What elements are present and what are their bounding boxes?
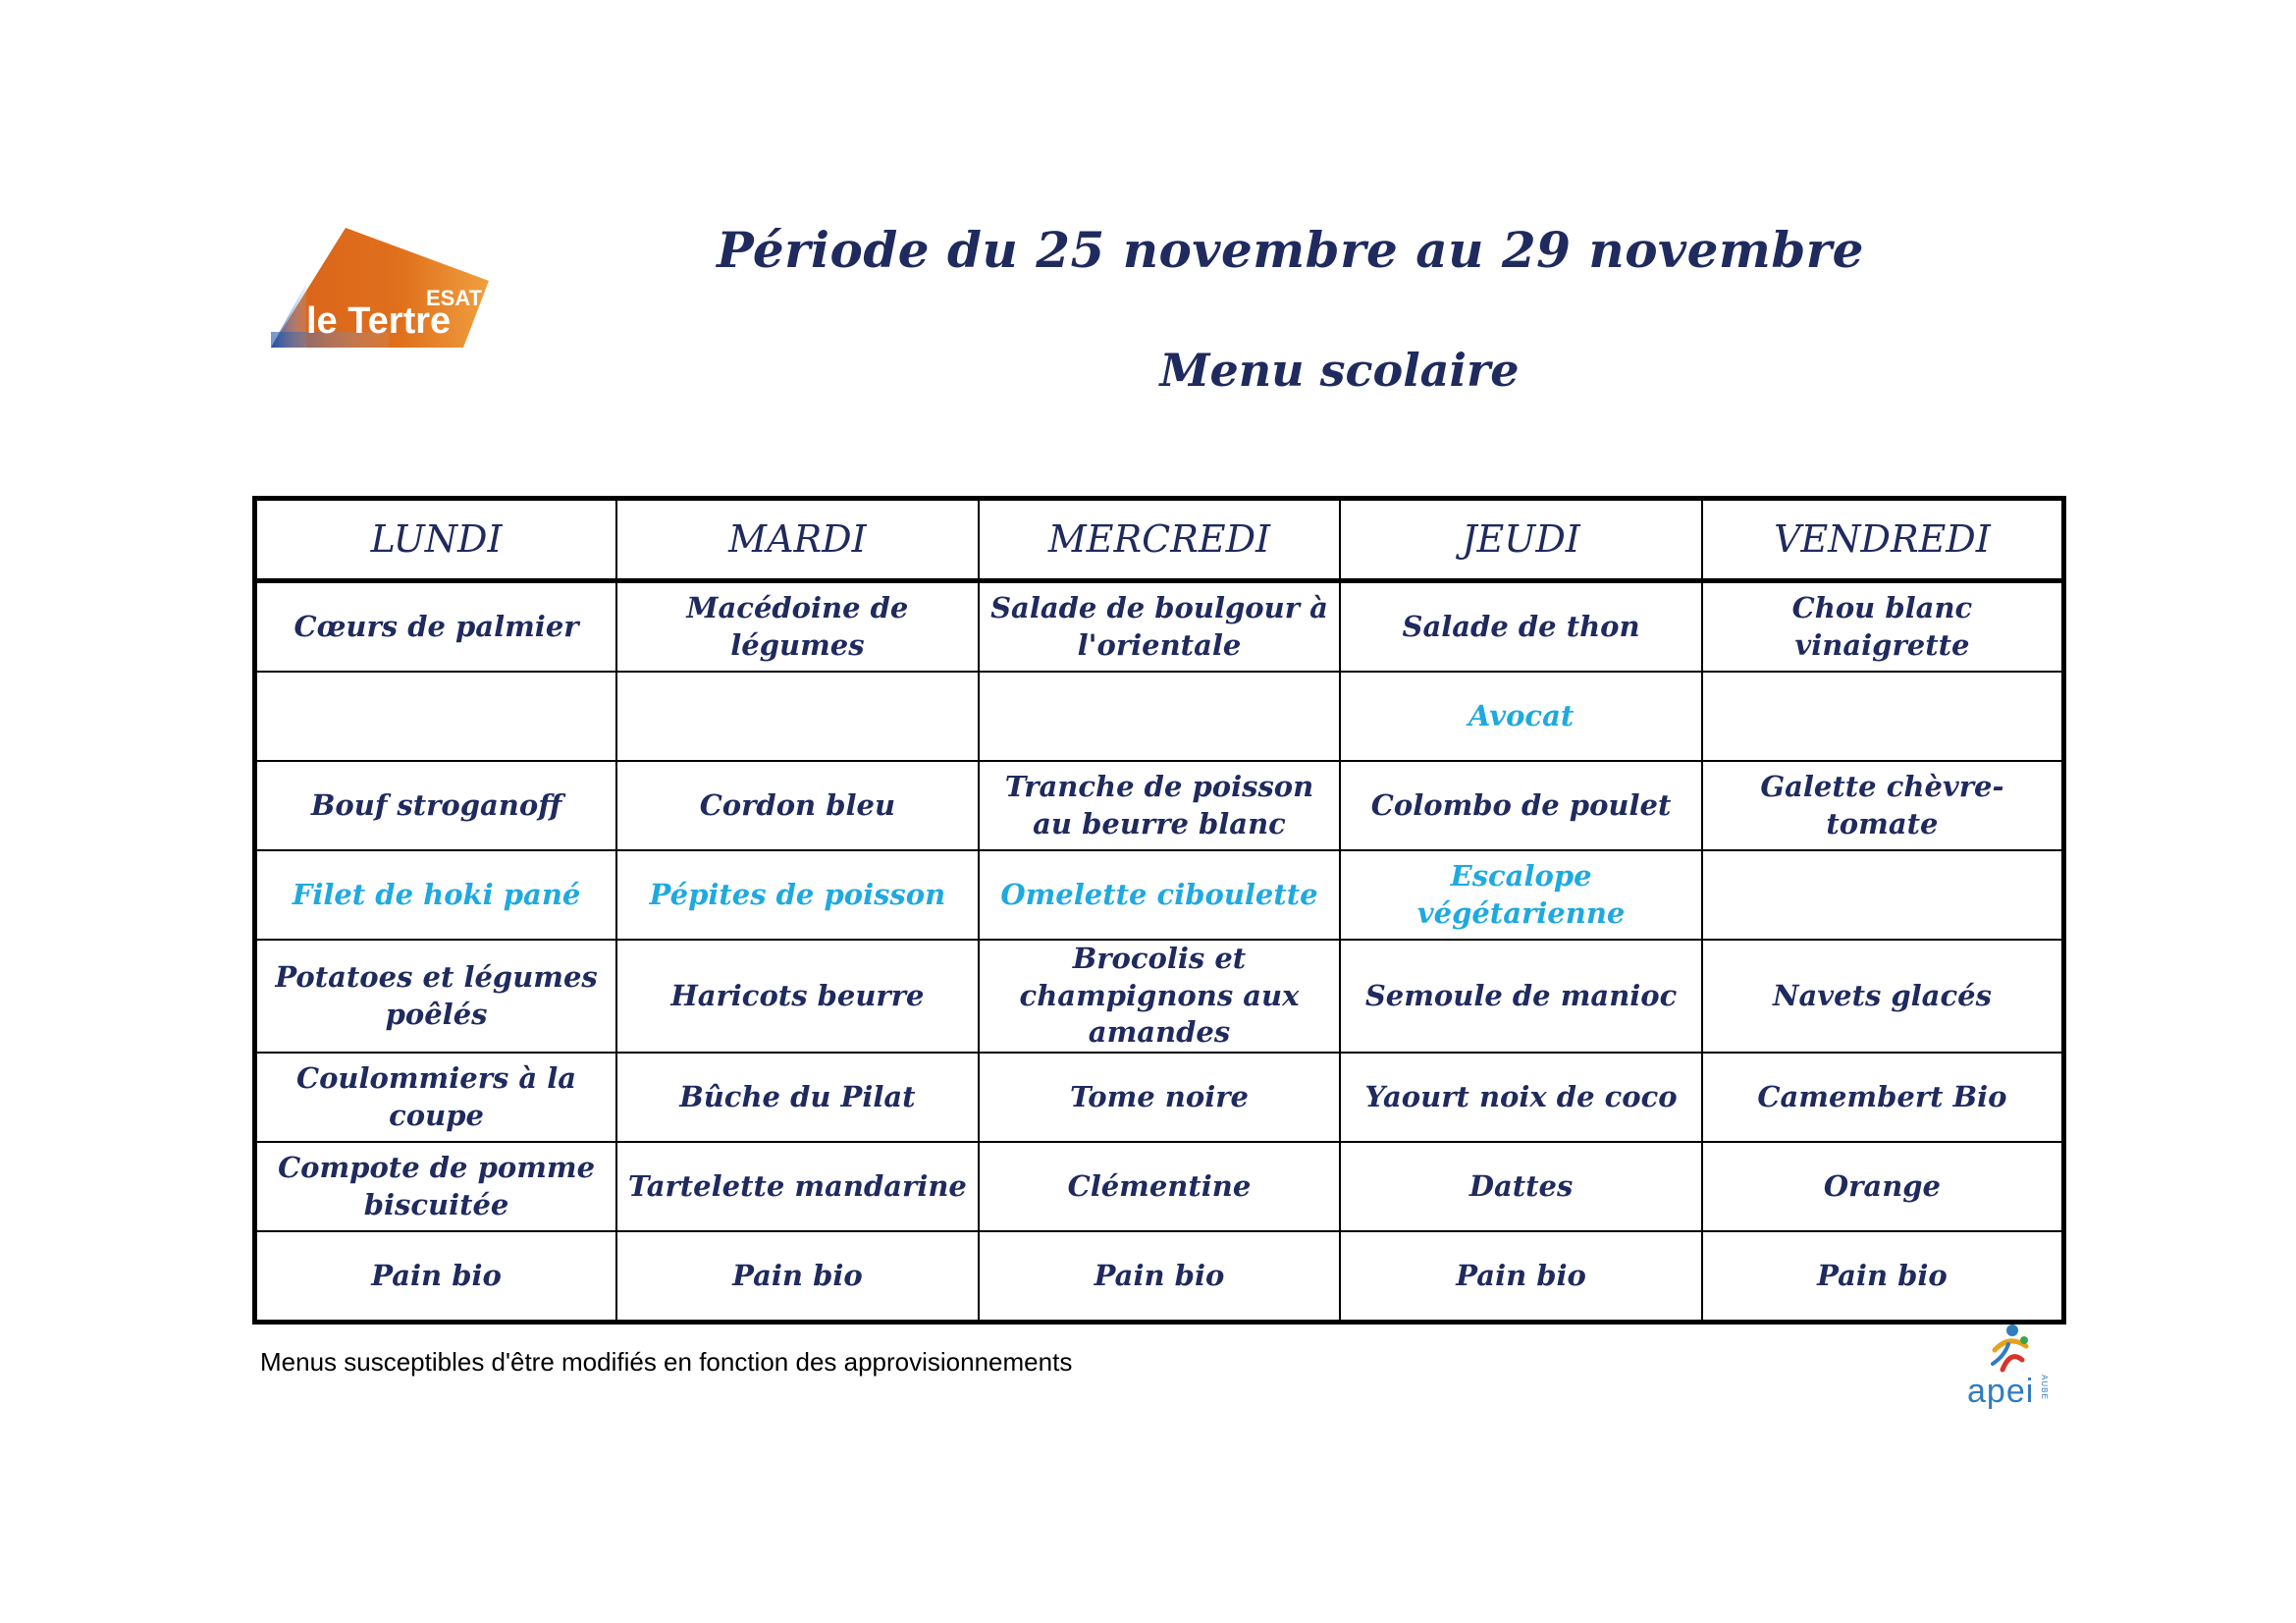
header-lundi: LUNDI	[255, 499, 617, 581]
menu-cell: Pain bio	[255, 1231, 617, 1323]
table-row	[255, 1053, 2064, 1142]
menu-cell: Filet de hoki pané	[255, 850, 617, 940]
menu-cell: Chou blanc vinaigrette	[1702, 581, 2064, 673]
menu-cell	[1702, 850, 2064, 940]
esat-logo-line2: le Tertre	[306, 300, 452, 342]
header-jeudi: JEUDI	[1340, 499, 1702, 581]
menu-cell: Pain bio	[616, 1231, 979, 1323]
table-row	[255, 1142, 2064, 1231]
menu-cell: Haricots beurre	[616, 940, 979, 1053]
menu-cell: Coulommiers à la coupe	[255, 1053, 617, 1142]
page-title: Période du 25 novembre au 29 novembre	[717, 221, 1864, 279]
menu-cell: Yaourt noix de coco	[1340, 1053, 1702, 1142]
apei-logo-text: apei	[1967, 1373, 2035, 1410]
menu-cell: Bouf stroganoff	[255, 761, 617, 850]
menu-cell: Salade de boulgour à l'orientale	[979, 581, 1341, 673]
menu-table	[252, 496, 2066, 1325]
page-subtitle: Menu scolaire	[1159, 344, 1520, 397]
menu-cell: Avocat	[1340, 672, 1702, 761]
table-row	[255, 761, 2064, 850]
menu-cell: Cordon bleu	[616, 761, 979, 850]
menu-cell	[1702, 672, 2064, 761]
menu-cell: Navets glacés	[1702, 940, 2064, 1053]
table-row	[255, 850, 2064, 940]
menu-cell: Tome noire	[979, 1053, 1341, 1142]
menu-cell: Escalope végétarienne	[1340, 850, 1702, 940]
menu-cell	[255, 672, 617, 761]
menu-cell: Camembert Bio	[1702, 1053, 2064, 1142]
menu-cell	[616, 672, 979, 761]
menu-cell: Pépites de poisson	[616, 850, 979, 940]
menu-cell: Tranche de poisson au beurre blanc	[979, 761, 1341, 850]
menu-cell: Potatoes et légumes poêlés	[255, 940, 617, 1053]
header-mercredi: MERCREDI	[979, 499, 1341, 581]
menu-cell: Compote de pomme biscuitée	[255, 1142, 617, 1231]
menu-cell: Galette chèvre-tomate	[1702, 761, 2064, 850]
menu-cell: Semoule de manioc	[1340, 940, 1702, 1053]
header-mardi: MARDI	[616, 499, 979, 581]
menu-cell: Colombo de poulet	[1340, 761, 1702, 850]
menu-cell: Pain bio	[979, 1231, 1341, 1323]
menu-cell: Brocolis et champignons aux amandes	[979, 940, 1341, 1053]
menu-cell: Pain bio	[1702, 1231, 2064, 1323]
menu-cell: Omelette ciboulette	[979, 850, 1341, 940]
menu-cell: Orange	[1702, 1142, 2064, 1231]
apei-logo-sub: AUBE	[2040, 1375, 2049, 1400]
menu-cell: Bûche du Pilat	[616, 1053, 979, 1142]
menu-cell: Macédoine de légumes	[616, 581, 979, 673]
esat-logo-line1: ESAT	[426, 286, 483, 310]
menu-cell: Clémentine	[979, 1142, 1341, 1231]
table-row	[255, 940, 2064, 1053]
table-row	[255, 581, 2064, 673]
menu-cell: Dattes	[1340, 1142, 1702, 1231]
menu-cell: Pain bio	[1340, 1231, 1702, 1323]
menu-cell: Salade de thon	[1340, 581, 1702, 673]
header-vendredi: VENDREDI	[1702, 499, 2064, 581]
menu-cell	[979, 672, 1341, 761]
menu-cell: Tartelette mandarine	[616, 1142, 979, 1231]
table-row	[255, 1231, 2064, 1323]
header-row	[255, 499, 2064, 581]
menu-cell: Cœurs de palmier	[255, 581, 617, 673]
table-row	[255, 672, 2064, 761]
footer-note: Menus susceptibles d'être modifiés en fonction des approvisionnements	[260, 1347, 1073, 1377]
